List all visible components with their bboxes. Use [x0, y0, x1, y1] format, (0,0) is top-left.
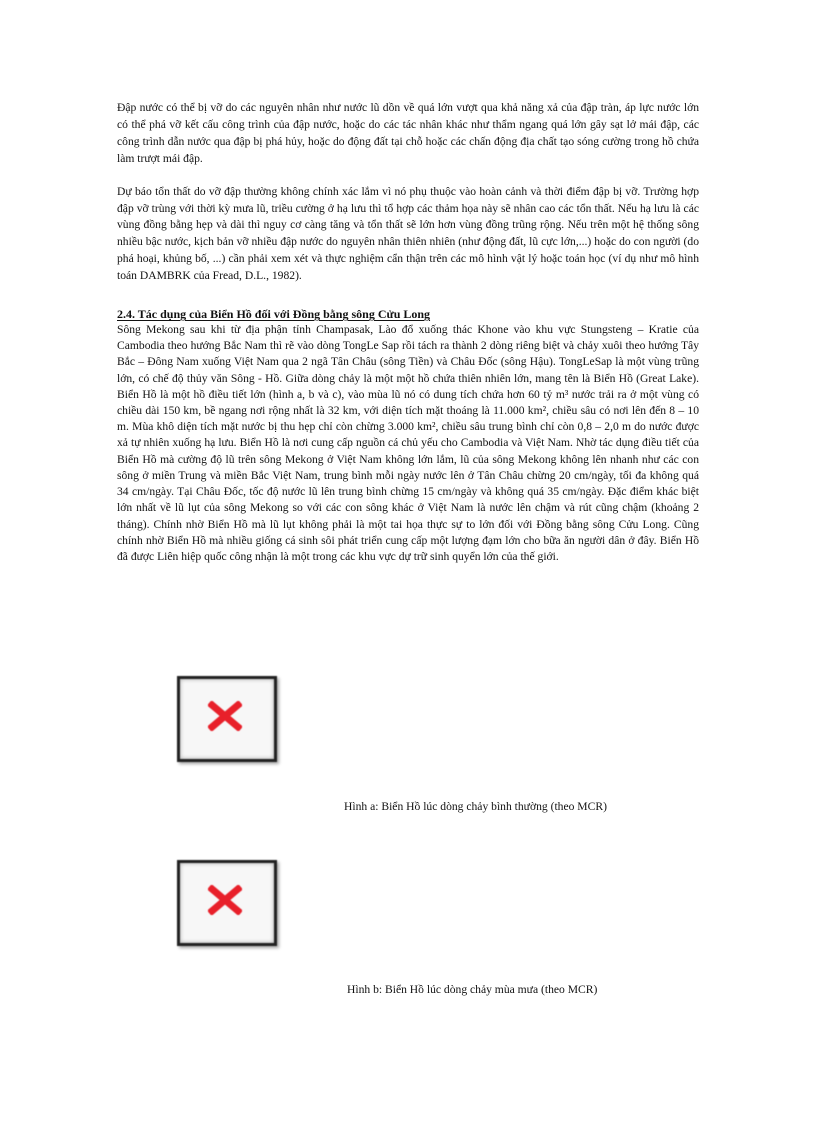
paragraph-dam-failure-causes: Đập nước có thể bị vỡ do các nguyên nhân như nước lũ dồn về quá lớn vượt qua khả năng xả của đập tràn, áp lực nước lớn có thể phá vỡ kết cấu công trình của đập nước, hoặc do các tác nhân khác như thẩm ngang quá lớn gây sạt lở mái đập, các công trình dẫn nước qua đập bị phá hủy, hoặc do động đất tại chỗ hoặc các chấn động địa chất tạo sóng cường trong hồ chứa làm trượt mái đập.	[117, 101, 699, 165]
figure-b-caption: Hình b: Biển Hồ lúc dòng chảy mùa mưa (theo MCR)	[347, 983, 598, 996]
paragraph-damage-forecast: Dự báo tổn thất do vỡ đập thường không chính xác lắm vì nó phụ thuộc vào hoàn cảnh và thời điểm đập bị vỡ. Trường hợp đập vỡ trùng với thời kỳ mưa lũ, triều cường ở hạ lưu thì tổ hợp các thảm họa này sẽ nhân cao các tổn thất. Nếu hạ lưu là các vùng đồng bằng hẹp và dài thì nguy cơ càng tăng và tổn thất sẽ lớn hơn vùng đồng trũng rộng. Nếu trên một hệ thống sông nhiều bậc nước, kịch bản vỡ nhiều đập nước do nguyên nhân thiên nhiên (như động đất, lũ cực lớn,...) hoặc do con người (do phá hoại, khủng bố, ...) cần phải xem xét và thực nghiệm cẩn thận trên các mô hình vật lý hoặc toán học (ví dụ như mô hình toán DAMBRK của Fread, D.L., 1982).	[117, 184, 699, 283]
broken-image-icon	[208, 701, 242, 731]
document-page	[117, 100, 699, 565]
figure-b-broken-image	[177, 860, 277, 946]
figure-a-caption: Hình a: Biển Hồ lúc dòng chảy bình thường (theo MCR)	[344, 800, 607, 813]
broken-image-icon	[208, 885, 242, 915]
paragraph-great-lake: Sông Mekong sau khi từ địa phận tỉnh Champasak, Lào đổ xuống thác Khone vào khu vực Stungsteng – Kratie của Cambodia theo hướng Bắc Nam thì rẽ vào dòng TongLe Sap rồi tách ra thành 2 dòng riêng biệt và chảy xuôi theo hướng Tây Bắc – Đông Nam xuống Việt Nam qua 2 ngã Tân Châu (sông Tiền) và Châu Đốc (sông Hậu). TongLeSap là một vùng trũng lớn, có chế độ thủy văn Sông - Hồ. Giữa dòng chảy là một một hồ chứa thiên nhiên lớn, mang tên là Biển Hồ (Great Lake). Biển Hồ là một hồ điều tiết lớn (hình a, b và c), vào mùa lũ nó có dung tích chứa hơn 60 tỷ m³ nước trải ra ở một vùng có chiều dài 150 km, bề ngang nơi rộng nhất là 32 km, với diện tích mặt thoáng là 11.000 km², chiều sâu có nơi lên đến 8 – 10 m. Mùa khô diện tích mặt nước bị thu hẹp chỉ còn chừng 3.000 km², chiều sâu trung bình chỉ còn 0,8 – 2,0 m do nước được xả tự nhiên xuống hạ lưu. Biển Hồ là nơi cung cấp nguồn cá chủ yếu cho Cambodia và Việt Nam. Nhờ tác dụng điều tiết của Biển Hồ mà cường độ lũ trên sông Mekong ở Việt Nam không lớn lắm, lũ của sông Mekong không lên nhanh như các con sông ở miền Trung và miền Bắc Việt Nam, trung bình mỗi ngày nước lên ở Tân Châu chừng 20 cm/ngày, tối đa không quá 34 cm/ngày. Tại Châu Đốc, tốc độ nước lũ lên trung bình chừng 15 cm/ngày và không quá 35 cm/ngày. Đặc điểm khác biệt lớn nhất về lũ lụt của sông Mekong so với các con sông khác ở Việt Nam là nước lên chậm và rút cũng chậm (khoảng 2 tháng). Chính nhờ Biển Hồ mà lũ lụt không phải là một tai họa thực sự to lớn đối với Đồng bằng sông Cửu Long. Cũng chính nhờ Biển Hồ mà nhiều giống cá sinh sôi phát triển cung cấp một lượng đạm lớn cho bữa ăn người dân ở đây. Biển Hồ đã được Liên hiệp quốc công nhận là một trong các khu vực dự trữ sinh quyển lớn của thế giới.	[117, 323, 699, 563]
section-heading: 2.4. Tác dụng của Biển Hồ đối với Đồng bằng sông Cửu Long	[117, 307, 431, 322]
figure-a-broken-image	[177, 676, 277, 762]
